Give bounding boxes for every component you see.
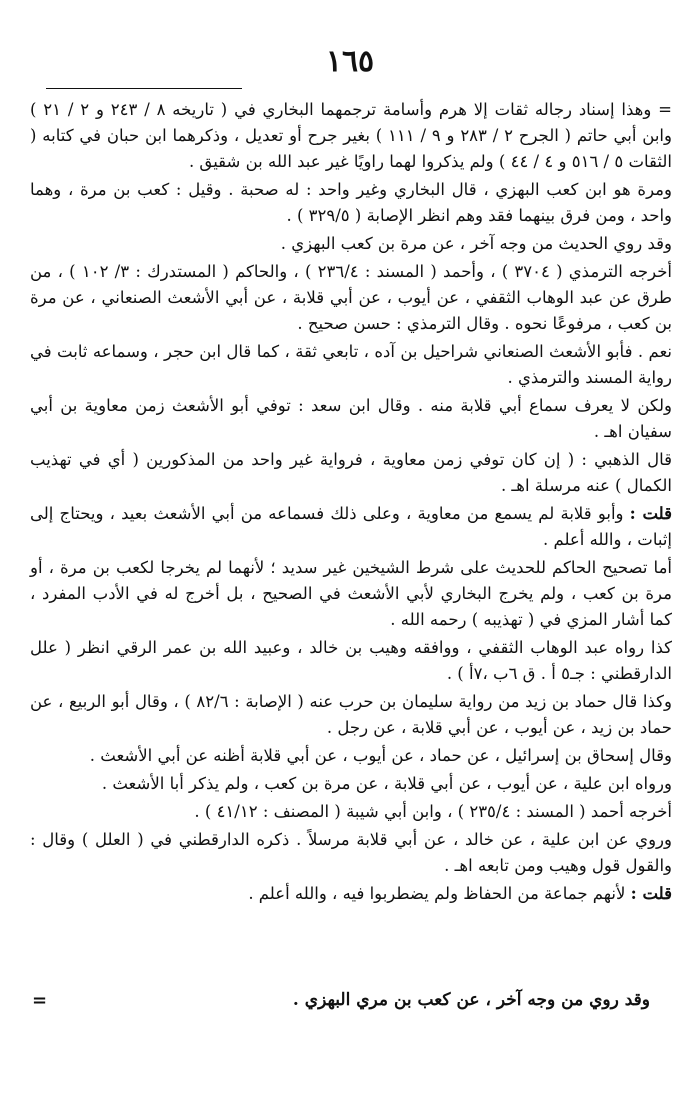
- paragraph: [30, 827, 672, 879]
- paragraph: [30, 743, 672, 769]
- paragraph-text: ولكن لا يعرف سماع أبي قلابة منه . وقال ابن سعد : توفي أبو الأشعث زمن معاوية بن أبي سفيان اهـ .: [30, 396, 672, 441]
- paragraph-text: = وهذا إسناد رجاله ثقات إلا هرم وأسامة ترجمهما البخاري في ( تاريخه ٨ / ٢٤٣ و ٢ / ٢١ ) وابن أبي حاتم ( الجرح ٢ / ٢٨٣ و ٩ / ١١١ ) بغير جرح أو تعديل ، وذكرهما ابن حبان في كتابه ( الثقات ٥ / ٥١٦ و ٤ / ٤٤ ) ولم يذكروا لهما راويًا غير عبد الله بن شقيق .: [30, 100, 672, 171]
- paragraph-text: ورواه ابن علية ، عن أيوب ، عن أبي قلابة ، عن مرة بن كعب ، ولم يذكر أبا الأشعث .: [101, 774, 672, 793]
- paragraph-text: وقد روي الحديث من وجه آخر ، عن مرة بن كعب البهزي .: [280, 234, 672, 253]
- paragraph-text: أخرجه أحمد ( المسند : ٢٣٥/٤ ) ، وابن أبي شيبة ( المصنف : ٤١/١٢ ) .: [194, 802, 672, 821]
- paragraph: [30, 501, 672, 553]
- paragraph-text: وأبو قلابة لم يسمع من معاوية ، وعلى ذلك فسماعه من أبي الأشعث بعيد ، ويحتاج إلى إثبات ، والله أعلم .: [30, 504, 672, 549]
- final-line: وقد روي من وجه آخر ، عن كعب بن مري البهزي .: [292, 990, 650, 1010]
- paragraph-text: لأنهم جماعة من الحفاظ ولم يضطربوا فيه ، والله أعلم .: [248, 884, 631, 903]
- paragraph: [30, 259, 672, 337]
- page-number: ١٦٥: [325, 44, 375, 79]
- paragraph-text: وروي عن ابن علية ، عن خالد ، عن أبي قلابة مرسلاً . ذكره الدارقطني في ( العلل ) وقال : والقول قول وهيب ومن تابعه اهـ .: [30, 830, 672, 875]
- paragraph: [30, 881, 672, 907]
- paragraph: [30, 799, 672, 825]
- paragraph: [30, 771, 672, 797]
- continuation-mark: =: [32, 990, 48, 1011]
- paragraph-text: وكذا قال حماد بن زيد من رواية سليمان بن حرب عنه ( الإصابة : ٨٢/٦ ) ، وقال أبو الربيع ، عن حماد بن زيد ، عن أيوب ، عن أبي قلابة ، عن رجل .: [30, 692, 672, 737]
- paragraph: [30, 177, 672, 229]
- paragraph-lead: قلت :: [630, 884, 672, 903]
- paragraph: [30, 447, 672, 499]
- paragraph: [30, 97, 672, 175]
- paragraph-text: قال الذهبي : ( إن كان توفي زمن معاوية ، فرواية غير واحد من المذكورين ( أي في تهذيب الكمال ) عنه مرسلة اهـ .: [30, 450, 672, 495]
- body-text: [30, 97, 672, 909]
- paragraph: [30, 339, 672, 391]
- paragraph-text: أخرجه الترمذي ( ٣٧٠٤ ) ، وأحمد ( المسند : ٢٣٦/٤ ) ، والحاكم ( المستدرك : ٣/ ١٠٢ ) ، من طرق عن عبد الوهاب الثقفي ، عن أيوب ، عن أبي قلابة ، عن أبي الأشعث الصنعاني ، عن مرة بن كعب ، مرفوعًا نحوه . وقال الترمذي : حسن صحيح .: [30, 262, 673, 333]
- paragraph-text: كذا رواه عبد الوهاب الثقفي ، ووافقه وهيب بن خالد ، وعبيد الله بن عمر الرقي انظر ( علل الدارقطني : جـ٥ أ . ق ٦ب ،٧أ ) .: [30, 638, 672, 683]
- header-rule: [46, 88, 242, 89]
- paragraph: [30, 635, 672, 687]
- paragraph-text: نعم . فأبو الأشعث الصنعاني شراحيل بن آده ، تابعي ثقة ، كما قال ابن حجر ، وسماعه ثابت في رواية المسند والترمذي .: [30, 342, 672, 387]
- paragraph-text: أما تصحيح الحاكم للحديث على شرط الشيخين غير سديد ؛ لأنهما لم يخرجا لكعب بن مرة ، أو مرة بن كعب ، ولم يخرج البخاري لأبي الأشعث في الصحيح ، بل أخرج له في الأدب المفرد ، كما أشار المزي في ( تهذيبه ) رحمه الله .: [30, 558, 672, 629]
- paragraph-text: ومرة هو ابن كعب البهزي ، قال البخاري وغير واحد : له صحبة . وقيل : كعب بن مرة ، وهما واحد ، ومن فرق بينهما فقد وهم انظر الإصابة ( ٣٢٩/٥ ) .: [30, 180, 672, 225]
- paragraph: [30, 689, 672, 741]
- paragraph: [30, 555, 672, 633]
- paragraph-text: وقال إسحاق بن إسرائيل ، عن حماد ، عن أيوب ، عن أبي قلابة أظنه عن أبي الأشعث .: [89, 746, 672, 765]
- paragraph: [30, 393, 672, 445]
- paragraph-lead: قلت :: [629, 504, 672, 523]
- paragraph: [30, 231, 672, 257]
